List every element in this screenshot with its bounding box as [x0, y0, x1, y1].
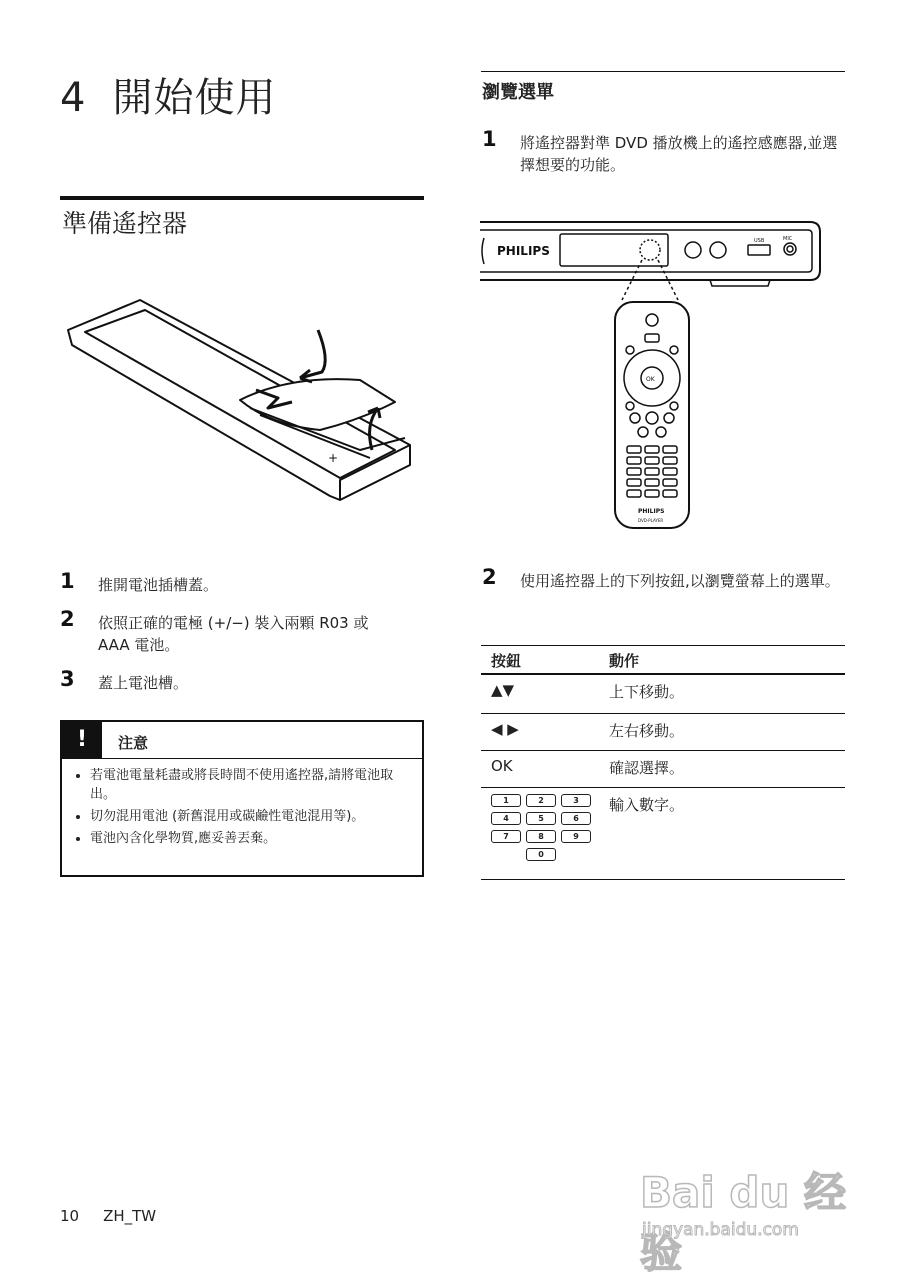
page-number: 10	[60, 1207, 80, 1225]
key-4: 4	[491, 812, 521, 825]
table-row	[481, 750, 845, 787]
step-number: 2	[60, 607, 75, 631]
step-number: 2	[482, 565, 497, 589]
step-text: 使用遙控器上的下列按鈕,以瀏覽螢幕上的選單。	[520, 572, 840, 590]
caution-list	[68, 766, 406, 851]
caution-item: • 電池內含化學物質,應妥善丟棄。	[90, 829, 406, 848]
section-rule	[60, 196, 424, 200]
mic-label: MIC	[783, 236, 793, 242]
chapter-heading	[60, 66, 276, 123]
baidu-watermark-logo	[640, 1140, 850, 1277]
right-step-2	[482, 565, 852, 592]
caution-item: • 若電池電量耗盡或將長時間不使用遙控器,請將電池取出。	[90, 766, 406, 804]
page-footer	[60, 1207, 156, 1225]
chapter-number: 4	[60, 75, 87, 121]
dvd-player-remote-illustration	[480, 218, 825, 530]
key-7: 7	[491, 830, 521, 843]
button-cell	[481, 787, 599, 879]
key-9: 9	[561, 830, 591, 843]
chapter-title: 開始使用	[112, 75, 277, 121]
key-0: 0	[526, 848, 556, 861]
caution-title: 注意	[118, 734, 149, 752]
action-cell: 輸入數字。	[599, 787, 845, 879]
action-cell: 上下移動。	[599, 674, 845, 713]
language-code: ZH_TW	[103, 1207, 157, 1225]
table-header-row	[481, 646, 845, 675]
numeric-keypad-icon	[491, 794, 599, 861]
left-step-3	[60, 667, 400, 694]
player-brand-label: PHILIPS	[497, 244, 550, 258]
header-button: 按鈕	[481, 646, 599, 675]
left-step-1	[60, 569, 400, 596]
step-text: 蓋上電池槽。	[98, 674, 189, 692]
key-2: 2	[526, 794, 556, 807]
section-title-navigate-menu: 瀏覽選單	[482, 82, 554, 103]
table-row	[481, 787, 845, 879]
key-8: 8	[526, 830, 556, 843]
key-5: 5	[526, 812, 556, 825]
watermark-text: Bai du 经验	[640, 1168, 846, 1277]
action-cell: 左右移動。	[599, 713, 845, 750]
caution-item: • 切勿混用電池 (新舊混用或碳鹼性電池混用等)。	[90, 807, 406, 826]
key-6: 6	[561, 812, 591, 825]
table-row	[481, 713, 845, 750]
remote-model-label: DVD-PLAYER	[638, 518, 664, 523]
caution-box	[60, 720, 424, 877]
usb-label: USB	[754, 238, 765, 244]
step-number: 1	[60, 569, 75, 593]
step-text: 依照正確的電極 (+/−) 裝入兩顆 R03 或 AAA 電池。	[98, 614, 369, 654]
section-title-prepare-remote: 準備遙控器	[62, 209, 188, 238]
remote-ok-label: OK	[646, 376, 655, 383]
remote-brand-label: PHILIPS	[638, 508, 665, 515]
svg-text:+: +	[328, 451, 339, 465]
button-action-table	[481, 645, 845, 880]
button-cell: ◀ ▶	[481, 713, 599, 750]
button-cell: ▲▼	[481, 674, 599, 713]
caution-divider	[62, 758, 422, 759]
button-cell: OK	[481, 750, 599, 787]
left-step-2	[60, 607, 390, 656]
table-row	[481, 674, 845, 713]
warning-icon: !	[62, 722, 102, 758]
step-text: 推開電池插槽蓋。	[98, 576, 219, 594]
key-1: 1	[491, 794, 521, 807]
step-text: 將遙控器對準 DVD 播放機上的遙控感應器,並選擇想要的功能。	[520, 134, 838, 174]
battery-insert-illustration	[60, 290, 425, 520]
watermark-url: jingyan.baidu.com	[642, 1220, 799, 1240]
action-cell: 確認選擇。	[599, 750, 845, 787]
header-action: 動作	[599, 646, 845, 675]
right-step-1	[482, 127, 842, 176]
step-number: 3	[60, 667, 75, 691]
key-3: 3	[561, 794, 591, 807]
step-number: 1	[482, 127, 497, 151]
section-rule-right	[481, 71, 845, 72]
